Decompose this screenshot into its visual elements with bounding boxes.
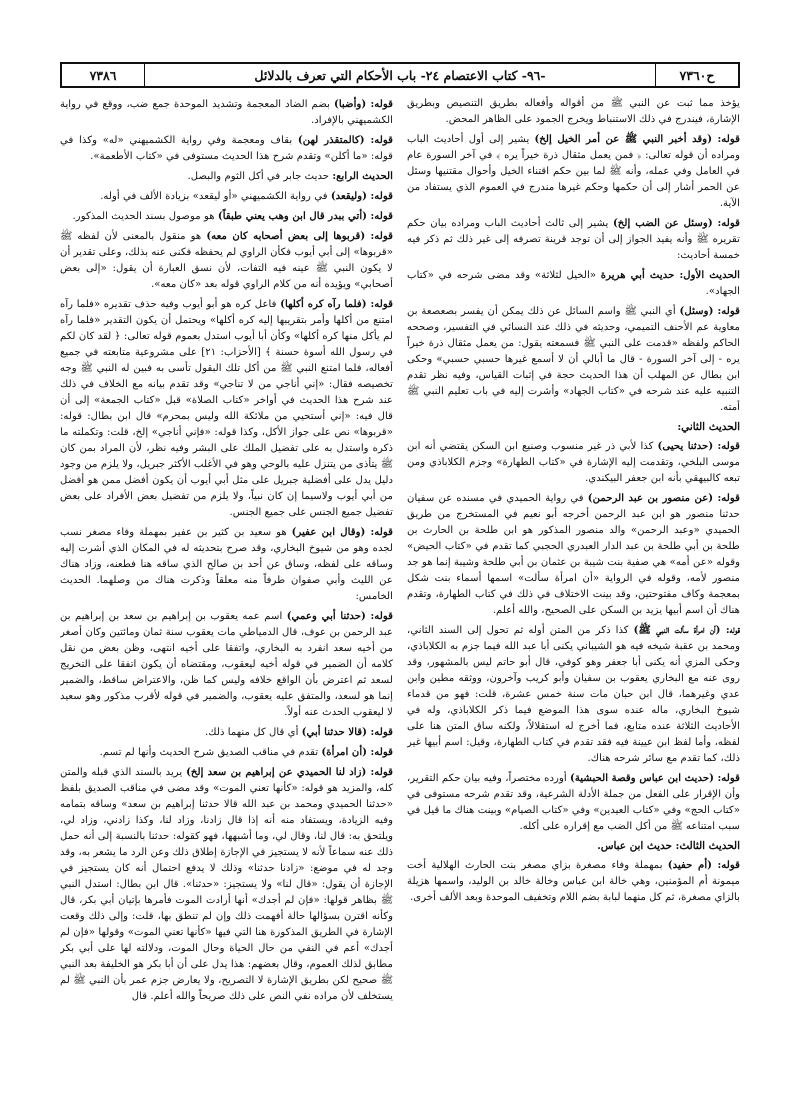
commentary-paragraph bbox=[407, 770, 740, 835]
commentary-paragraph bbox=[407, 857, 740, 906]
header-page-number: ٧٣٨٦ bbox=[62, 64, 145, 86]
section-heading: الحديث الثالث: حديث ابن عباس. bbox=[597, 840, 740, 852]
paragraph-text: حديث جابر في أكل الثوم والبصل. bbox=[187, 171, 333, 182]
paragraph-lead: قوله: (قالا حدثنا أبي) bbox=[301, 726, 393, 738]
paragraph-text: بقاف ومعجمة وفي رواية الكشميهني «له» وكذا في قوله: «ما أكلن» وتقدم شرح هذا الحديث مستوفى في «كتاب الأطعمة». bbox=[60, 135, 393, 162]
commentary-paragraph bbox=[407, 131, 740, 212]
page-header bbox=[60, 62, 740, 88]
paragraph-text: بضم الضاد المعجمة وتشديد الموحدة جمع ضب، ووقع في رواية الكشميهني بالإفراد. bbox=[60, 99, 393, 126]
paragraph-text: أي النبي ﷺ واسم السائل عن ذلك يمكن أن يفسر بصعصعة بن معاوية عم الأحنف التميمي، وحديثه في ذلك عند النسائي في التفسير، وصححه الحاكم ولفظه «قدمت على النبي ﷺ فسمعته يقول: من يعمل مثقال ذرة خيراً يره - إلى آخر السورة - قال ما أبالي أن لا أسمع غيرها حسبي حسبي» وحكى ابن بطال عن المهلب أن هذا الحديث حجة في إثبات القياس، وفيه نظر تقدم التنبيه عليه عند شرحه في «كتاب الجهاد» وأشرت إليه في باب تعليم النبي ﷺ أمته. bbox=[407, 306, 740, 413]
paragraph-text: يؤخذ مما ثبت عن النبي ﷺ من أقواله وأفعاله بطريق التنصيص وبطريق الإشارة، فيندرج في ذلك الاستنباط ويخرج الجمود على الظاهر المحض. bbox=[407, 98, 740, 125]
paragraph-lead: قوله: (أتي ببدر قال ابن وهب يعني طبقاً) bbox=[217, 210, 393, 222]
paragraph-lead: قوله: (فلما رآه كره أكلها) bbox=[280, 298, 393, 310]
paragraph-text: فاعل كره هو أبو أيوب وفيه حذف تقديره «فلما رآه امتنع من أكلها وأمر بتقريبها إليه كره أكلها» ويحتمل أن يكون التقدير «فلما رآه لم يأكل منها كره أكلها» وكأن أبا أيوب استدل بعموم قوله تعالى: ﴿ لقد كان لكم في رسول الله أسوة حسنة ﴾ [الأحزاب: ٢١] على مشروعية متابعته في جميع أفعاله، فلما امتنع النبي ﷺ من أكل تلك البقول تأسى به فبين له النبي ﷺ وجه تخصيصه فقال: «إني أناجي من لا تناجي» وقد تقدم بيانه مع الخلاف في ذلك عند شرح هذا الحديث في أواخر «كتاب الصلاة» قبل «كتاب الجمعة» إلى أن قال فيه: «إني أستحيي من ملائكة الله وليس بمحرم» قال ابن بطال: قوله: «قربوها» نص على جواز الأكل، وكذا قوله: «فإني أناجي» إلخ، قلت: وتكملته ما ذكره واستدل به على تفضيل الملك على البشر وفيه نظر، لأن المراد بمن كان ﷺ يتأذى من يتنزل عليه بالوحي وهو في الأغلب الأكثر جبريل، ولا يلزم من وجود دليل يدل على أفضلية جبريل على مثل أبي أيوب أن يكون أفضل ممن هو أفضل من أبي أيوب ولاسيما إن كان نبياً، ولا يلزم من تفضيل بعض الأفراد على بعض تفضيل جميع الجنس على جميع الجنس. bbox=[60, 299, 393, 518]
paragraph-text: أورده مختصراً، وفيه بيان حكم التقرير، وأن الإقرار على الفعل من جملة الأدلة الشرعية، وقد تقدم شرحه مستوفى في «كتاب الحج» وفي «كتاب العيدين» وفي «كتاب الصيام» وبينت هناك ما قيل في سبب امتناعه ﷺ من أكل الضب مع إقراره على أكله. bbox=[407, 773, 740, 832]
paragraph-text: أي قال كل منهما ذلك. bbox=[205, 727, 302, 738]
paragraph-text: في رواية الحميدي في مسنده عن سفيان حدثنا منصور هو ابن عبد الرحمن أخرجه أبو نعيم في المستخرج من طريق الحميدي «وعبد الرحمن» والد منصور المذكور هو ابن طلحة بن الحارث بن طلحة بن أبي طلحة بن عبد الدار العبدري الحجبي كما تقدم في «كتاب الحيض» وقوله «عن أمه» هي صفية بنت شيبة بن عثمان بن أبي طلحة وشيبة إنما هو جد منصور لأمه، وقوله في الرواية «أن امرأة سألت» اسمها أسماء بنت شكل بمعجمة وكاف مفتوحتين، وقد بينت الاختلاف في ذلك في كتاب الطهارة، وتقدم هناك أن اسم أبيها يزيد بن السكن على الصحيح، والله أعلم. bbox=[407, 493, 740, 616]
paragraph-lead: قوله: (وقد أخبر النبي ﷺ عن أمر الخيل إلخ) bbox=[534, 133, 740, 145]
paragraph-lead: قوله: (أن امرأة سألت النبي ﷺ) bbox=[633, 624, 740, 636]
commentary-paragraph bbox=[60, 168, 393, 185]
commentary-paragraph bbox=[407, 267, 740, 300]
commentary-paragraph bbox=[60, 228, 393, 293]
paragraph-lead: قوله: (حدثنا أبي وعمي) bbox=[286, 610, 393, 622]
paragraph-lead: قوله: (وقال ابن عفير) bbox=[291, 526, 393, 538]
header-hadith-number: ح٧٣٦٠ bbox=[655, 64, 738, 86]
paragraph-text: تقدم في مناقب الصديق شرح الحديث وأنها لم تسم. bbox=[99, 747, 322, 758]
commentary-paragraph bbox=[60, 208, 393, 225]
header-title: -٩٦- كتاب الاعتصام ٢٤- باب الأحكام التي تعرف بالدلائل bbox=[254, 67, 546, 83]
left-column bbox=[60, 96, 393, 1080]
paragraph-lead: قوله: (عن منصور بن عبد الرحمن) bbox=[587, 492, 740, 504]
commentary-paragraph bbox=[60, 744, 393, 761]
paragraph-lead: قوله: (كالمتقذر لهن) bbox=[297, 134, 393, 146]
commentary-paragraph bbox=[60, 96, 393, 129]
paragraph-lead: قوله: (قربوها إلى بعض أصحابه كان معه) bbox=[206, 230, 393, 242]
commentary-paragraph bbox=[60, 524, 393, 605]
commentary-paragraph bbox=[60, 296, 393, 521]
paragraph-text: بمهملة وفاء مصغرة بزاي مصغر بنت الحارث الهلالية أخت ميمونة أم المؤمنين، وهي خالة ابن عباس وخالة خالد بن الوليد، واسمها هزيلة بالزاي مصغرة، ثم كل منهما لبابة بضم اللام وتخفيف الموحدة وبعد الألف أخرى. bbox=[407, 860, 740, 903]
paragraph-lead: قوله: (زاد لنا الحميدي عن إبراهيم بن سعد إلخ) bbox=[186, 766, 393, 778]
paragraph-lead: قوله: (حدثنا يحيى) bbox=[657, 440, 740, 452]
commentary-paragraph bbox=[60, 188, 393, 205]
paragraph-lead: قوله: (وأضبا) bbox=[334, 98, 393, 110]
paragraph-lead: الحديث الرابع: bbox=[332, 170, 393, 182]
paragraph-lead: قوله: (وسئل عن الضب إلخ) bbox=[612, 217, 740, 229]
commentary-paragraph bbox=[407, 438, 740, 487]
commentary-paragraph bbox=[407, 490, 740, 619]
paragraph-text: هو منقول بالمعنى لأن لفظه ﷺ «قربوها» إلى أبي أيوب فكأن الراوي لم يحفظه فكنى عنه بذلك، وعلى تقدير أن لا يكون النبي ﷺ عينه فيه التفات، لأن نسق العبارة أن يقول: «إلى بعض أصحابي» ويؤيده أنه من كلام الراوي قوله بعد «كان معه». bbox=[60, 231, 393, 290]
book-page bbox=[60, 62, 740, 1082]
paragraph-text: هو سعيد بن كثير بن عفير بمهملة وفاء مصغر نسب لجده وهو من شيوخ البخاري، وقد صرح بتحديثه له في المكان الذي أشرت إليه وساقه على لفظه، وساق عن أحد بن صالح الذي ساقه هنا فطعنه، وزاد هناك عن الليث وأبي صفوان طرفاً منه معلقاً وذكرت هناك من وصلهما. الحديث الخامس: bbox=[60, 527, 393, 602]
paragraph-text: في رواية الكشميهني «أو ليقعد» بزيادة الألف في أوله. bbox=[100, 191, 331, 202]
paragraph-lead: قوله: (أن امرأة) bbox=[321, 746, 393, 758]
right-column bbox=[407, 96, 740, 1080]
paragraph-text: اسم عمه يعقوب بن إبراهيم بن سعد بن إبراهيم بن عبد الرحمن بن عوف، قال الدمياطي مات يعقوب سنة ثمان ومائتين وكان أصغر من أخيه سعد انفرد به البخاري، واتفقا على أخيه انتهى، وظن بعض من نقل كلامه أن الضمير في قوله أخيه ليعقوب، ومقتضاه أن يكون اتفقا على التخريج لسعد ثم اعترض بأن الواقع خلافه وليس كما ظن، والاعتراض ساقط، والضمير إنما هو لسعد، والمتفق عليه يعقوب، والضمير في قوله لأقرب مذكور وهو سعيد لا ليعقوب الحدث عنه أولاً. bbox=[60, 611, 393, 718]
commentary-paragraph bbox=[60, 764, 393, 1005]
section-heading: الحديث الثاني: bbox=[677, 421, 740, 433]
commentary-paragraph bbox=[407, 215, 740, 264]
paragraph-text: هو موصول بسند الحديث المذكور. bbox=[72, 211, 218, 222]
paragraph-text: يريد بالسند الذي قبله والمتن كله، والمزيد هو قوله: «كأنها تعني الموت» وقد مضى في مناقب الصديق بلفظ «حدثنا الحميدي ومحمد بن عبد الله قالا حدثنا إبراهيم بن سعد» وساقه بتمامه وفيه الزيادة، ويستفاد منه أنه إذا قال زادنا، وزاد لنا، وكذا زادني، وزاد لي، ويلتحق به: قال لنا، وقال لي، وما أشبهها، فهو كقوله: حدثنا بالنسبة إلى أنه حمل ذلك عنه سماعاً لأنه لا يستجيز في الإجازة إطلاق ذلك وعن الرد ما يشعر به، وقد وجد له في موضع: «زادنا حدثنا» وذلك لا يدفع احتمال أنه كان يستجيز في الإجازة أن يقول: «قال لنا» ولا يستجيز: «حدثنا». قال ابن بطال: استدل النبي ﷺ بظاهر قولها: «فإن لم أجدك» أنها أرادت الموت فأمرها بإتيان أبي بكر، قال وكأنه اقترن بسؤالها حالة أفهمت ذلك وإن لم تنطق بها، قلت: وإلى ذلك وقعت الإشارة في الطريق المذكورة هنا التي فيها «كأنها تعني الموت» وقولها «فإن لم أجدك» أعم في النفي من حال الحياة وحال الموت، ودلالته لها على أبي بكر مطابق لذلك العموم، وقال بعضهم: هذا يدل على أن أبا بكر هو الخليفة بعد النبي ﷺ صحيح لكن بطريق الإشارة لا التصريح، ولا يعارض جزم عمر بأن النبي ﷺ لم يستخلف لأن مراده نفي النص على ذلك صريحاً والله أعلم. قال bbox=[60, 767, 393, 1002]
paragraph-lead: الحديث الأول: حديث أبي هريرة bbox=[600, 269, 740, 281]
paragraph-text: يشير إلى أول أحاديث الباب ومراده أن قوله تعالى: ﴿ فمن يعمل مثقال ذرة خيراً يره ﴾ في آخر السورة عام في العامل وفي عمله، وأنه ﷺ لما بين حكم اقتناء الخيل وأحوال مقتنيها وسئل عن الحمر أشار إلى أن حكمها وحكم غيرها مندرج في العموم الذي يستفاد من الآية. bbox=[407, 134, 740, 209]
commentary-paragraph bbox=[60, 132, 393, 165]
commentary-paragraph bbox=[60, 608, 393, 721]
commentary-paragraph bbox=[60, 724, 393, 741]
paragraph-lead: قوله: (أم حفيد) bbox=[667, 859, 740, 871]
paragraph-lead: قوله: (حديث ابن عباس وقصة الحبشية) bbox=[570, 772, 740, 784]
paragraph-lead: قوله: (وسئل) bbox=[679, 305, 740, 317]
paragraph-text: يشير إلى ثالث أحاديث الباب ومراده بيان حكم تقريره ﷺ وأنه يفيد الجواز إلى أن توجد قرينة تصرفه إلى غير ذلك ثم ذكر فيه خمسة أحاديث: bbox=[407, 218, 740, 261]
commentary-paragraph bbox=[407, 303, 740, 416]
paragraph-lead: قوله: (وليقعد) bbox=[330, 190, 393, 202]
paragraph-text: كذا ذكر من المتن أوله ثم تحول إلى السند الثاني، ومحمد بن عقبة شيخه فيه هو الشيباني يكنى أبا عبد الله فيما جزم به الكلاباذي، وحكى المزي أنه يكنى أبا جعفر وهو كوفي، قال أبو حاتم ليس بالمشهور، وقد روى عنه مع البخاري يعقوب بن سفيان وأبو كريب وآخرون، ووثقه مطين وابن عدي وغيرهما، قال ابن حبان مات سنة خمس عشرة، قلت: فهو من قدماء شيوخ البخاري، ماله عنده سوى هذا الموضع فيما ذكر الكلاباذي، وله في الأحاديث الثلاثة عنده متابع، فما أخرج له استقلالاً، ولكنه ساق المتن هنا على لفظه، وأما لفظ ابن عيينة فيه فقد تقدم في كتاب الطهارة، وقيل: اسم أبيها غير ذلك، كما تقدم مع سائر شرحه هناك. bbox=[407, 625, 740, 764]
paragraph-text: كذا لأبي ذر غير منسوب وصنيع ابن السكن يقتضي أنه ابن موسى البلخي، وتقدمت إليه الإشارة في «كتاب الطهارة» وجزم الكلاباذي ومن تبعه كالبيهقي بأنه ابن جعفر البيكندي. bbox=[407, 441, 740, 484]
commentary-paragraph bbox=[407, 622, 740, 767]
text-columns bbox=[60, 96, 740, 1080]
commentary-paragraph bbox=[407, 96, 740, 128]
paragraph-text: «الخيل لثلاثة» وقد مضى شرحه في «كتاب الجهاد». bbox=[407, 270, 740, 297]
